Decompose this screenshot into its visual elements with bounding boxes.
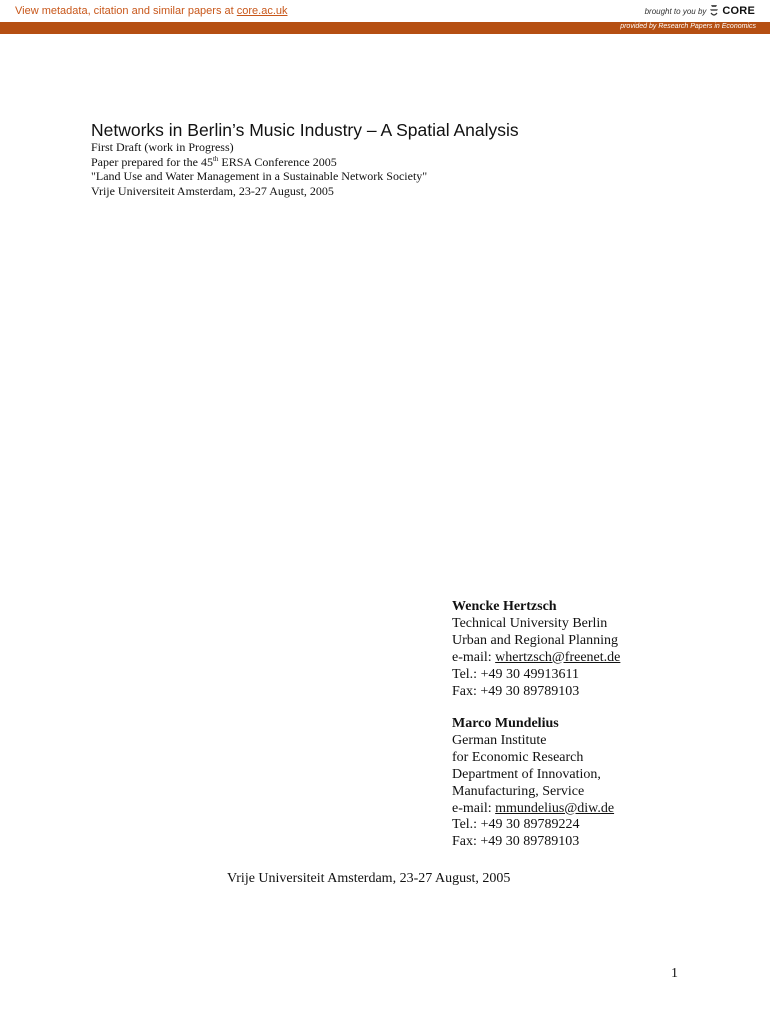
- author-block: [452, 599, 620, 700]
- core-logo-icon: [709, 4, 719, 18]
- author-affiliation: Manufacturing, Service: [452, 783, 585, 799]
- paper-title: Networks in Berlin’s Music Industry – A Spatial Analysis: [91, 120, 519, 140]
- author-affiliation: Technical University Berlin: [452, 615, 608, 631]
- core-link-prefix: View metadata, citation and similar papers at: [15, 5, 237, 17]
- author-affiliation: German Institute: [452, 732, 547, 748]
- author-block: [452, 716, 614, 851]
- email-label: e-mail:: [452, 800, 496, 816]
- footer-venue: Vrije Universiteit Amsterdam, 23-27 August, 2005: [227, 871, 511, 886]
- author-fax: Fax: +49 30 89789103: [452, 683, 580, 699]
- author-affiliation: Department of Innovation,: [452, 766, 601, 782]
- author-email-line: [452, 650, 620, 667]
- venue-line: Vrije Universiteit Amsterdam, 23-27 August, 2005: [91, 183, 334, 198]
- core-metadata-link[interactable]: [15, 5, 288, 17]
- paper-subinfo: [91, 140, 427, 198]
- page-number: 1: [671, 966, 678, 981]
- core-link-url[interactable]: core.ac.uk: [236, 5, 288, 17]
- author-fax: Fax: +49 30 89789103: [452, 834, 580, 850]
- provided-by-text[interactable]: provided by Research Papers in Economics: [620, 23, 756, 30]
- author-tel: Tel.: +49 30 89789224: [452, 817, 580, 833]
- author-affiliation: for Economic Research: [452, 749, 584, 765]
- conference-theme: "Land Use and Water Management in a Sustainable Network Society": [91, 169, 428, 183]
- email-label: e-mail:: [452, 649, 496, 665]
- author-tel: Tel.: +49 30 49913611: [452, 666, 579, 682]
- author-name: Marco Mundelius: [452, 716, 559, 731]
- author-email-link[interactable]: whertzsch@freenet.de: [495, 649, 621, 665]
- brought-to-you-by[interactable]: [645, 4, 755, 18]
- core-banner: [0, 0, 770, 22]
- draft-line: First Draft (work in Progress): [91, 140, 234, 154]
- prepared-prefix: Paper prepared for the 45: [91, 154, 213, 169]
- prepared-line: [91, 155, 427, 170]
- prepared-superscript: th: [212, 154, 219, 163]
- author-email-link[interactable]: mmundelius@diw.de: [495, 800, 615, 816]
- author-email-line: [452, 801, 614, 818]
- prepared-suffix: ERSA Conference 2005: [218, 154, 337, 169]
- author-affiliation: Urban and Regional Planning: [452, 632, 619, 648]
- brought-by-text: brought to you by: [644, 6, 707, 16]
- core-logo-text: CORE: [722, 5, 755, 17]
- author-name: Wencke Hertzsch: [452, 599, 557, 614]
